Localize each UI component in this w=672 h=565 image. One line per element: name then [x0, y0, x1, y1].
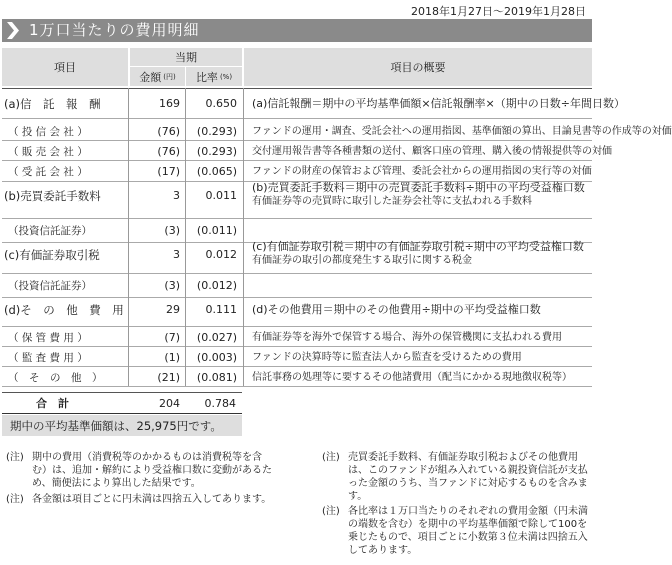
row-amount: (17) [157, 165, 180, 178]
row-amount: (76) [157, 145, 180, 158]
row-ratio: (0.293) [196, 125, 237, 138]
row-amount: (3) [164, 224, 180, 237]
row-amount: (7) [164, 331, 180, 344]
section-title: 1万口当たりの費用明細 [29, 21, 200, 39]
row-ratio: (0.293) [196, 145, 237, 158]
row-ratio: 0.650 [205, 97, 237, 110]
row-description: 交付運用報告書等各種書類の送付、顧客口座の管理、購入後の情報提供等の対価 [252, 146, 612, 157]
row-label: (c)有価証券取引税 [4, 248, 100, 262]
row-description: (c)有価証券取引税＝期中の有価証券取引税÷期中の平均受益権口数 [252, 240, 584, 253]
row-label: （投資信託証券） [8, 225, 92, 237]
row-description: ファンドの決算時等に監査法人から監査を受けるための費用 [252, 352, 522, 363]
row-description: ファンドの財産の保管および管理、委託会社からの運用指図の実行等の対価 [252, 166, 592, 177]
row-ratio: (0.065) [196, 165, 237, 178]
note-left-2: (注) 各金額は項目ごとに円未満は四捨五入してあります。 [6, 494, 272, 505]
row-amount: 29 [166, 303, 180, 316]
row-label: （ 受 託 会 社 ） [8, 166, 88, 178]
row-description-detail: 有価証券の取引の都度発生する取引に関する税金 [252, 255, 472, 266]
row-label: (a)信 託 報 酬 [4, 97, 101, 111]
row-description-detail: 有価証券等の売買時に取引した証券会社等に支払われる手数料 [252, 196, 532, 207]
row-ratio: (0.081) [196, 371, 237, 384]
row-amount: 3 [173, 189, 180, 202]
row-amount: (3) [164, 279, 180, 292]
header-period: 当期 [130, 48, 242, 66]
row-label: (b)売買委託手数料 [4, 189, 101, 203]
report-period: 2018年1月27日〜2019年1月28日 [411, 5, 586, 18]
row-description: (b)売買委託手数料＝期中の売買委託手数料÷期中の平均受益権口数 [252, 181, 585, 194]
total-amount: 204 [159, 397, 180, 410]
row-ratio: 0.111 [205, 303, 237, 316]
row-ratio: (0.027) [196, 331, 237, 344]
row-description: (d)その他費用＝期中のその他費用÷期中の平均受益権口数 [252, 303, 541, 316]
chevron-right-icon [7, 22, 19, 39]
row-label: （ 投 信 会 社 ） [8, 126, 88, 138]
row-label: （ そ の 他 ） [8, 372, 103, 384]
row-amount: 169 [159, 97, 180, 110]
note-right-2: (注) 各比率は１万口当たりのそれぞれの費用金額（円未満の端数を含む）を期中の平均基準価額で除して100を乗じたもので、項目ごとに小数第３位未満は四捨五入してあります。 [322, 506, 588, 556]
total-ratio: 0.784 [204, 397, 236, 410]
row-ratio: (0.012) [196, 279, 237, 292]
header-overview: 項目の概要 [244, 48, 592, 86]
row-label: （投資信託証券） [8, 280, 92, 292]
row-amount: (1) [164, 351, 180, 364]
section-title-bar [2, 19, 592, 42]
row-description: (a)信託報酬＝期中の平均基準価額×信託報酬率×（期中の日数÷年間日数） [252, 97, 625, 110]
row-description: 有価証券等を海外で保管する場合、海外の保管機関に支払われる費用 [252, 332, 562, 343]
row-amount: 3 [173, 248, 180, 261]
header-ratio: 比率 (%) [186, 67, 242, 86]
row-amount: (76) [157, 125, 180, 138]
row-amount: (21) [157, 371, 180, 384]
row-description: ファンドの運用・調査、受託会社への運用指図、基準価額の算出、目論見書等の作成等の対価 [252, 126, 672, 137]
row-ratio: 0.012 [205, 248, 237, 261]
average-nav-box [2, 415, 242, 436]
note-left-1: (注) 期中の費用（消費税等のかかるものは消費税等を含む）は、追加・解約により受益権口数に変動があるため、簡便法により算出した結果です。 [6, 452, 272, 489]
row-label: (d)そ の 他 費 用 [4, 303, 124, 317]
row-label: （ 監 査 費 用 ） [8, 352, 88, 364]
row-description: 信託事務の処理等に要するその他諸費用（配当にかかる現地徴収税等） [252, 372, 572, 383]
average-nav-text: 期中の平均基準価額は、25,975円です。 [10, 419, 222, 433]
row-ratio: (0.003) [196, 351, 237, 364]
row-ratio: 0.011 [205, 189, 237, 202]
row-label: （ 販 売 会 社 ） [8, 146, 88, 158]
total-label: 合 計 [36, 397, 69, 410]
note-right-1: (注) 売買委託手数料、有価証券取引税およびその他費用は、このファンドが組み入れている親投資信託が支払った金額のうち、当ファンドに対応するものを含みます。 [322, 452, 588, 502]
header-amount: 金額 (円) [130, 67, 185, 86]
row-ratio: (0.011) [196, 224, 237, 237]
row-label: （ 保 管 費 用 ） [8, 332, 88, 344]
header-item: 項目 [2, 48, 128, 86]
